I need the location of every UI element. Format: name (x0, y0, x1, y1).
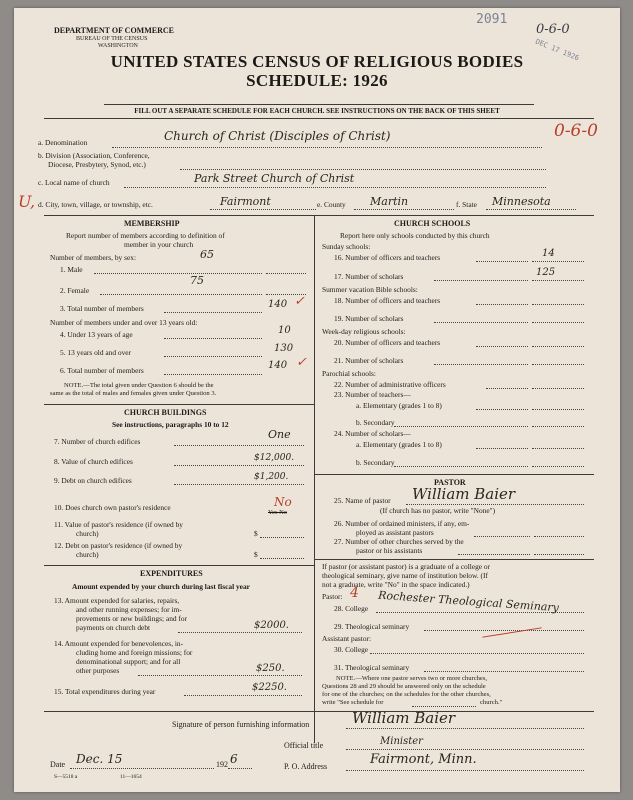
state-label: f. State (456, 200, 477, 209)
schools-intro: Report here only schools conducted by this church (340, 231, 490, 240)
denomination-label: a. Denomination (38, 138, 88, 147)
census-schedule-form (14, 8, 620, 792)
age-label: Number of members under and over 13 years old: (50, 318, 198, 327)
summer-label: Summer vacation Bible schools: (322, 285, 418, 294)
official-title-value: Minister (380, 736, 423, 747)
buildings-heading: CHURCH BUILDINGS (124, 408, 207, 417)
po-address-value: Fairmont, Minn. (370, 752, 477, 767)
q8-value: $12,000. (254, 453, 295, 463)
q13-label-4: payments on church debt (76, 623, 151, 632)
pastor-heading: PASTOR (434, 478, 466, 487)
pastor-note-2: Questions 28 and 29 should be answered only on the schedule (322, 683, 486, 690)
year-label: 192 (216, 760, 228, 769)
sex-label: Number of members, by sex: (50, 253, 136, 262)
pastor-sub-label: Pastor: (322, 592, 343, 601)
signature-label: Signature of person furnishing information (172, 720, 310, 729)
denomination-value: Church of Christ (Disciples of Christ) (164, 129, 391, 143)
po-address-label: P. O. Address (284, 762, 328, 771)
q9-label: 9. Debt on church edifices (54, 476, 132, 485)
q28-label: 28. College (334, 604, 369, 613)
form-number: S—5518 a (54, 774, 78, 780)
membership-note-2: same as the total of males and females given under Question 3. (50, 390, 217, 397)
check-mark: ✓ (294, 294, 305, 309)
q25-note: (If church has no pastor, write "None") (380, 506, 496, 515)
q8-label: 8. Value of church edifices (54, 457, 133, 466)
q12-dollar: $ (254, 550, 258, 559)
q17-label: 17. Number of scholars (334, 272, 404, 281)
q31-label: 31. Theological seminary (334, 663, 410, 672)
q16-value: 14 (542, 248, 555, 259)
q7-label: 7. Number of church edifices (54, 437, 141, 446)
city-name: WASHINGTON (98, 43, 138, 49)
q6-value: 140 (268, 360, 288, 371)
q14-value: $250. (256, 663, 285, 674)
county-value: Martin (370, 195, 409, 208)
bureau-name: BUREAU OF THE CENSUS (76, 36, 148, 42)
q4-label: 4. Under 13 years of age (60, 330, 133, 339)
q26-label: 26. Number of ordained ministers, if any, em- (334, 519, 470, 528)
q13-value: $2000. (254, 620, 289, 631)
q10-label: 10. Does church own pastor's residence (54, 503, 171, 512)
county-label: e. County (317, 200, 346, 209)
margin-mark: U, (18, 192, 36, 211)
buildings-sub: See instructions, paragraphs 10 to 12 (112, 420, 229, 429)
schools-heading: CHURCH SCHOOLS (394, 219, 471, 228)
pastor-note-3: for one of the churches; on the schedules for the other churches, (322, 691, 491, 698)
q26-label-2: ployed as assistant pastors (356, 528, 434, 537)
q15-value: $2250. (252, 682, 287, 693)
q20-label: 20. Number of officers and teachers (334, 338, 441, 347)
state-value: Minnesota (492, 195, 551, 208)
expenditures-sub: Amount expended by your church during last fiscal year (72, 582, 250, 591)
q9-value: $1,200. (254, 472, 289, 482)
q16-label: 16. Number of officers and teachers (334, 253, 441, 262)
q14-label-2: cluding home and foreign missions; for (76, 648, 193, 657)
graduate-note: If pastor (or assistant pastor) is a graduate of a college or (322, 562, 491, 571)
q19-label: 19. Number of scholars (334, 314, 404, 323)
membership-intro: Report number of members according to definition of (66, 231, 225, 240)
date-label: Date (50, 760, 66, 769)
q15-label: 15. Total expenditures during year (54, 687, 156, 696)
sunday-label: Sunday schools: (322, 242, 371, 251)
q25-label: 25. Name of pastor (334, 496, 391, 505)
city-label: d. City, town, village, or township, etc. (38, 200, 153, 209)
q27-label-2: pastor or his assistants (356, 546, 423, 555)
red-code: 0-6-0 (554, 121, 598, 141)
q14-label-3: denominational support; and for all (76, 657, 181, 666)
print-number: 11—1654 (120, 774, 142, 780)
signature-value: William Baier (352, 709, 456, 727)
division-label-2: Diocese, Presbytery, Synod, etc.) (48, 160, 146, 169)
q10-value: No (274, 495, 292, 509)
q23b-label: b. Secondary (356, 418, 395, 427)
red-line-mark (482, 627, 541, 637)
q1-label: 1. Male (60, 265, 83, 274)
graduate-note-2: theological seminary, give name of institution below. (If (322, 571, 488, 580)
q12-label: 12. Debt on pastor's residence (if owned by (54, 541, 183, 550)
q4-value: 10 (278, 325, 291, 336)
red-mark: 4 (350, 585, 359, 601)
q27-label: 27. Number of other churches served by the (334, 537, 464, 546)
local-name-value: Park Street Church of Christ (194, 172, 355, 185)
q21-label: 21. Number of scholars (334, 356, 404, 365)
membership-intro-2: member in your church (124, 240, 194, 249)
graduate-note-3: not a graduate, write "No" in the space indicated.) (322, 580, 470, 589)
q13-label: 13. Amount expended for salaries, repairs, (54, 596, 180, 605)
q3-value: 140 (268, 299, 288, 310)
instruction-line: FILL OUT A SEPARATE SCHEDULE FOR EACH CHURCH. SEE INSTRUCTIONS ON THE BACK OF THIS SHEET (134, 107, 500, 115)
q28-value: Rochester Theological Seminary (377, 588, 560, 615)
q23a-label: a. Elementary (grades 1 to 8) (356, 401, 442, 410)
stamp-number: 2091 (476, 12, 508, 27)
city-value: Fairmont (220, 195, 271, 208)
q25-value: William Baier (412, 485, 516, 503)
q13-label-2: and other running expenses; for im- (76, 605, 182, 614)
q17-value: 125 (536, 267, 556, 278)
q7-value: One (268, 428, 291, 441)
q30-label: 30. College (334, 645, 369, 654)
parochial-label: Parochial schools: (322, 369, 376, 378)
q5-value: 130 (274, 343, 294, 354)
assistant-label: Assistant pastor: (322, 634, 372, 643)
expenditures-heading: EXPENDITURES (140, 569, 203, 578)
date-value: Dec. 15 (76, 752, 123, 766)
q22-label: 22. Number of administrative officers (334, 380, 446, 389)
q1-value: 65 (200, 248, 214, 261)
official-title-label: Official title (284, 741, 324, 750)
q3-label: 3. Total number of members (60, 304, 144, 313)
membership-note: NOTE.—The total given under Question 6 should be the (64, 382, 214, 389)
q2-label: 2. Female (60, 286, 90, 295)
pastor-note-5: church." (480, 699, 503, 706)
q6-label: 6. Total number of members (60, 366, 144, 375)
q11-label-2: church) (76, 529, 99, 538)
pastor-note: NOTE.—Where one pastor serves two or more churches, (336, 675, 488, 682)
q14-label-4: other purposes (76, 666, 120, 675)
pastor-note-4: write "See schedule for (322, 699, 384, 706)
weekday-label: Week-day religious schools: (322, 327, 406, 336)
department-name: DEPARTMENT OF COMMERCE (54, 26, 175, 35)
stamp-code: 0-6-0 (536, 22, 570, 37)
q23-label: 23. Number of teachers— (334, 390, 411, 399)
q29-label: 29. Theological seminary (334, 622, 410, 631)
check-mark: ✓ (296, 355, 307, 370)
year-value: 6 (230, 752, 238, 766)
form-title: UNITED STATES CENSUS OF RELIGIOUS BODIES (110, 52, 524, 71)
local-name-label: c. Local name of church (38, 178, 110, 187)
q24b-label: b. Secondary (356, 458, 395, 467)
q24-label: 24. Number of scholars— (334, 429, 411, 438)
q12-label-2: church) (76, 550, 99, 559)
q10-options: Yes No (268, 509, 288, 516)
q13-label-3: provements or new buildings; and for (76, 614, 188, 623)
q18-label: 18. Number of officers and teachers (334, 296, 441, 305)
membership-heading: MEMBERSHIP (124, 219, 180, 228)
q11-dollar: $ (254, 529, 258, 538)
q5-label: 5. 13 years old and over (60, 348, 132, 357)
q24a-label: a. Elementary (grades 1 to 8) (356, 440, 442, 449)
date-stamp: DEC 17 1926 (534, 37, 581, 63)
q14-label: 14. Amount expended for benevolences, in- (54, 639, 184, 648)
division-label: b. Division (Association, Conference, (38, 151, 150, 160)
schedule-title: SCHEDULE: 1926 (246, 71, 388, 90)
q11-label: 11. Value of pastor's residence (if owned by (54, 520, 183, 529)
q2-value: 75 (190, 274, 204, 287)
